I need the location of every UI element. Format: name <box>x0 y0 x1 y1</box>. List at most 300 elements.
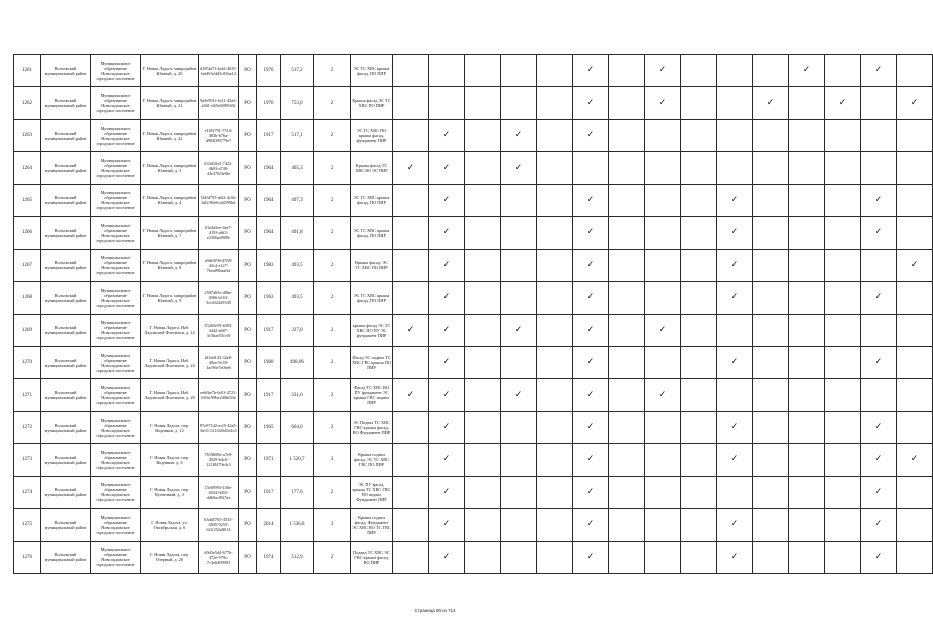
work-cell <box>861 346 897 378</box>
work-cell <box>465 249 501 281</box>
guid-cell: 63dd5765-4535-4845-9255-bf1f252a8014 <box>199 509 239 541</box>
work-cell <box>537 249 573 281</box>
work-cell <box>753 249 789 281</box>
checkmark-icon: ✓ <box>910 97 919 108</box>
checkmark-icon: ✓ <box>586 65 595 76</box>
work-cell <box>753 411 789 443</box>
work-cell <box>465 119 501 151</box>
checkmark-icon: ✓ <box>586 551 595 562</box>
work-cell <box>537 119 573 151</box>
checkmark-icon: ✓ <box>730 357 739 368</box>
row-id: 1272 <box>14 411 41 443</box>
work-cell <box>861 249 897 281</box>
work-cell <box>681 282 717 314</box>
works-cell: Фасад ЭС подвал ТС ХВС ГВС крыша ПО ПИР <box>351 346 393 378</box>
address-cell: Г. Новая Ладога, пер. Водников, д. 12 <box>141 411 199 443</box>
work-cell <box>645 444 681 476</box>
address-cell: Г. Новая Ладога, пер. Кузнечный, д. 3 <box>141 476 199 508</box>
year-cell: 1917 <box>257 476 281 508</box>
area-cell: 517,2 <box>281 55 314 87</box>
work-cell <box>789 541 825 573</box>
checkmark-icon: ✓ <box>874 194 883 205</box>
district-cell: Волховский муниципальный район <box>41 217 91 249</box>
district-cell: Волховский муниципальный район <box>41 152 91 184</box>
address-cell: Г. Новая Ладога, микрорайон Южный, д. 3 <box>141 152 199 184</box>
row-id: 1268 <box>14 282 41 314</box>
work-cell <box>861 55 897 87</box>
work-cell <box>501 411 537 443</box>
work-cell <box>501 476 537 508</box>
works-cell: ЭС Подвал ТС ХВС ГВС крыша фасад, ВО Фундамент ПИР <box>351 411 393 443</box>
work-cell <box>789 87 825 119</box>
work-cell <box>897 346 933 378</box>
data-table <box>13 54 933 574</box>
work-cell <box>825 509 861 541</box>
work-cell <box>573 346 609 378</box>
settlement-cell: Муниципальное образование Новоладожское городское поселение <box>91 249 141 281</box>
work-cell <box>537 541 573 573</box>
work-cell <box>789 249 825 281</box>
checkmark-icon: ✓ <box>514 162 523 173</box>
work-cell <box>573 379 609 411</box>
works-cell: ЭС ТС ХВС ПО крыша фасад, фундамент ПИР <box>351 119 393 151</box>
work-cell <box>537 282 573 314</box>
guid-cell: d185fa73-fa2d-4635-bdd0-bf4d5c83ba14 <box>199 55 239 87</box>
checkmark-icon: ✓ <box>586 130 595 141</box>
work-cell <box>645 411 681 443</box>
form-cell: РО <box>239 476 257 508</box>
work-cell <box>465 541 501 573</box>
work-cell <box>429 314 465 346</box>
work-cell <box>393 152 429 184</box>
area-cell: 327,0 <box>281 314 314 346</box>
checkmark-icon: ✓ <box>730 194 739 205</box>
work-cell <box>897 282 933 314</box>
checkmark-icon: ✓ <box>802 65 811 76</box>
work-cell <box>861 119 897 151</box>
work-cell <box>861 152 897 184</box>
work-cell <box>465 379 501 411</box>
year-cell: 1917 <box>257 119 281 151</box>
checkmark-icon: ✓ <box>658 389 667 400</box>
work-cell <box>609 411 645 443</box>
work-cell <box>645 87 681 119</box>
area-cell: 331,6 <box>281 379 314 411</box>
district-cell: Волховский муниципальный район <box>41 119 91 151</box>
work-cell <box>537 476 573 508</box>
row-id: 1273 <box>14 444 41 476</box>
work-cell <box>465 346 501 378</box>
work-cell <box>429 411 465 443</box>
work-cell <box>429 152 465 184</box>
work-cell <box>537 379 573 411</box>
area-cell: 753,0 <box>281 87 314 119</box>
count-cell: 2 <box>314 249 351 281</box>
work-cell <box>429 249 465 281</box>
checkmark-icon: ✓ <box>586 486 595 497</box>
form-cell: РО <box>239 119 257 151</box>
area-cell: 1 520,7 <box>281 444 314 476</box>
work-cell <box>501 346 537 378</box>
work-cell <box>393 379 429 411</box>
work-cell <box>789 509 825 541</box>
work-cell <box>645 119 681 151</box>
checkmark-icon: ✓ <box>874 292 883 303</box>
count-cell: 2 <box>314 541 351 573</box>
work-cell <box>645 476 681 508</box>
checkmark-icon: ✓ <box>874 227 883 238</box>
work-cell <box>537 411 573 443</box>
checkmark-icon: ✓ <box>442 551 451 562</box>
settlement-cell: Муниципальное образование Новоладожское городское поселение <box>91 379 141 411</box>
work-cell <box>897 444 933 476</box>
checkmark-icon: ✓ <box>586 227 595 238</box>
table-row <box>14 152 933 184</box>
district-cell: Волховский муниципальный район <box>41 87 91 119</box>
work-cell <box>753 444 789 476</box>
checkmark-icon: ✓ <box>910 259 919 270</box>
works-cell: крыша фасад ЭС ТС ХВС ПО ПУ ЭС фундамент ПИР <box>351 314 393 346</box>
district-cell: Волховский муниципальный район <box>41 314 91 346</box>
work-cell <box>465 476 501 508</box>
work-cell <box>429 184 465 216</box>
form-cell: РО <box>239 444 257 476</box>
work-cell <box>393 55 429 87</box>
work-cell <box>465 87 501 119</box>
settlement-cell: Муниципальное образование Новоладожское городское поселение <box>91 314 141 346</box>
year-cell: 1974 <box>257 541 281 573</box>
work-cell <box>429 217 465 249</box>
count-cell: 2 <box>314 217 351 249</box>
count-cell: 2 <box>314 346 351 378</box>
checkmark-icon: ✓ <box>730 519 739 530</box>
work-cell <box>753 282 789 314</box>
work-cell <box>573 509 609 541</box>
checkmark-icon: ✓ <box>586 357 595 368</box>
count-cell: 2 <box>314 55 351 87</box>
work-cell <box>573 476 609 508</box>
table-row <box>14 509 933 541</box>
year-cell: 1970 <box>257 55 281 87</box>
work-cell <box>753 314 789 346</box>
work-cell <box>465 152 501 184</box>
work-cell <box>789 119 825 151</box>
form-cell: РО <box>239 184 257 216</box>
checkmark-icon: ✓ <box>406 324 415 335</box>
checkmark-icon: ✓ <box>874 486 883 497</box>
form-cell: РО <box>239 346 257 378</box>
work-cell <box>825 217 861 249</box>
work-cell <box>897 249 933 281</box>
checkmark-icon: ✓ <box>730 227 739 238</box>
checkmark-icon: ✓ <box>730 422 739 433</box>
count-cell: 2 <box>314 152 351 184</box>
work-cell <box>501 217 537 249</box>
settlement-cell: Муниципальное образование Новоладожское городское поселение <box>91 509 141 541</box>
work-cell <box>429 541 465 573</box>
work-cell <box>861 379 897 411</box>
work-cell <box>753 379 789 411</box>
work-cell <box>537 184 573 216</box>
address-cell: Г. Новая Ладога, микрорайон Южный, д. 9 <box>141 282 199 314</box>
checkmark-icon: ✓ <box>406 389 415 400</box>
table-row <box>14 119 933 151</box>
work-cell <box>753 87 789 119</box>
address-cell: Г. Новая Ладога, микрорайон Южный, д. 22 <box>141 119 199 151</box>
row-id: 1264 <box>14 152 41 184</box>
district-cell: Волховский муниципальный район <box>41 184 91 216</box>
checkmark-icon: ✓ <box>514 130 523 141</box>
checkmark-icon: ✓ <box>586 519 595 530</box>
work-cell <box>501 314 537 346</box>
checkmark-icon: ✓ <box>658 97 667 108</box>
work-cell <box>429 444 465 476</box>
settlement-cell: Муниципальное образование Новоладожское городское поселение <box>91 411 141 443</box>
work-cell <box>645 314 681 346</box>
work-cell <box>645 282 681 314</box>
work-cell <box>825 411 861 443</box>
work-cell <box>861 314 897 346</box>
work-cell <box>465 217 501 249</box>
work-cell <box>789 379 825 411</box>
checkmark-icon: ✓ <box>442 422 451 433</box>
work-cell <box>681 476 717 508</box>
work-cell <box>537 509 573 541</box>
checkmark-icon: ✓ <box>586 324 595 335</box>
form-cell: РО <box>239 379 257 411</box>
checkmark-icon: ✓ <box>766 97 775 108</box>
settlement-cell: Муниципальное образование Новоладожское городское поселение <box>91 444 141 476</box>
work-cell <box>789 152 825 184</box>
work-cell <box>825 379 861 411</box>
year-cell: 1964 <box>257 152 281 184</box>
checkmark-icon: ✓ <box>910 454 919 465</box>
work-cell <box>429 55 465 87</box>
work-cell <box>501 282 537 314</box>
settlement-cell: Муниципальное образование Новоладожское городское поселение <box>91 541 141 573</box>
row-id: 1274 <box>14 476 41 508</box>
district-cell: Волховский муниципальный район <box>41 509 91 541</box>
work-cell <box>573 55 609 87</box>
work-cell <box>825 119 861 151</box>
checkmark-icon: ✓ <box>586 259 595 270</box>
guid-cell: 633d10e5-7422-4b93-a748-43e376f3e9fe <box>199 152 239 184</box>
work-cell <box>393 346 429 378</box>
work-cell <box>501 541 537 573</box>
checkmark-icon: ✓ <box>874 357 883 368</box>
work-cell <box>645 152 681 184</box>
area-cell: 497,3 <box>281 184 314 216</box>
works-cell: ЭС ПУ фасад, крыша ТС ХВС ГВС ПО подвал Фундамент ПИР <box>351 476 393 508</box>
work-cell <box>393 541 429 573</box>
count-cell: 2 <box>314 184 351 216</box>
guid-cell: 5f4fd755-a6f2-4c9a-bff2-80e6cd4599bd <box>199 184 239 216</box>
settlement-cell: Муниципальное образование Новоладожское городское поселение <box>91 87 141 119</box>
work-cell <box>897 411 933 443</box>
checkmark-icon: ✓ <box>874 454 883 465</box>
work-cell <box>429 87 465 119</box>
work-cell <box>393 282 429 314</box>
work-cell <box>825 152 861 184</box>
work-cell <box>681 119 717 151</box>
table-row <box>14 249 933 281</box>
settlement-cell: Муниципальное образование Новоладожское городское поселение <box>91 55 141 87</box>
address-cell: Г. Новая Ладога, Наб. Ладожской Флотилии, д. 24 <box>141 346 199 378</box>
year-cell: 1963 <box>257 282 281 314</box>
work-cell <box>681 249 717 281</box>
area-cell: 491,8 <box>281 217 314 249</box>
work-cell <box>717 184 753 216</box>
work-cell <box>393 314 429 346</box>
work-cell <box>861 411 897 443</box>
form-cell: РО <box>239 217 257 249</box>
work-cell <box>681 411 717 443</box>
works-cell: Крыша фасад, ЭС ТС ХВС ПО ПИР <box>351 249 393 281</box>
checkmark-icon: ✓ <box>442 194 451 205</box>
work-cell <box>825 541 861 573</box>
checkmark-icon: ✓ <box>586 389 595 400</box>
work-cell <box>753 346 789 378</box>
area-cell: 512,9 <box>281 541 314 573</box>
district-cell: Волховский муниципальный район <box>41 249 91 281</box>
checkmark-icon: ✓ <box>874 65 883 76</box>
work-cell <box>609 444 645 476</box>
work-cell <box>465 411 501 443</box>
work-cell <box>537 87 573 119</box>
work-cell <box>681 217 717 249</box>
work-cell <box>789 476 825 508</box>
address-cell: Г. Новая Ладога, микрорайон Южный, д. 20 <box>141 55 199 87</box>
work-cell <box>681 541 717 573</box>
works-cell: Фасад ТС ХВС ВО ПУ фундамент ЭС крыша ГВС подвал ПИР <box>351 379 393 411</box>
work-cell <box>861 509 897 541</box>
work-cell <box>897 152 933 184</box>
work-cell <box>645 249 681 281</box>
guid-cell: 15ef8993-430e-4034-9455-ddb9ac85f5ce <box>199 476 239 508</box>
guid-cell: 35265e59-b583-4442-a687-3c5bae55fc0f <box>199 314 239 346</box>
work-cell <box>501 152 537 184</box>
work-cell <box>429 379 465 411</box>
work-cell <box>609 379 645 411</box>
work-cell <box>897 87 933 119</box>
work-cell <box>717 314 753 346</box>
work-cell <box>645 217 681 249</box>
address-cell: Г. Новая Ладога, ул. Октябрьская, д. 6 <box>141 509 199 541</box>
checkmark-icon: ✓ <box>730 259 739 270</box>
work-cell <box>861 476 897 508</box>
guid-cell: 2587a65e-d0be-4966-b163-5cfd32429549 <box>199 282 239 314</box>
count-cell: 3 <box>314 509 351 541</box>
guid-cell: 87e971d2-ecf5-42a5-8ec6-121f326d5e4c5 <box>199 411 239 443</box>
count-cell: 2 <box>314 119 351 151</box>
work-cell <box>465 444 501 476</box>
work-cell <box>861 541 897 573</box>
form-cell: РО <box>239 282 257 314</box>
work-cell <box>573 314 609 346</box>
work-cell <box>393 119 429 151</box>
checkmark-icon: ✓ <box>658 324 667 335</box>
checkmark-icon: ✓ <box>838 97 847 108</box>
checkmark-icon: ✓ <box>658 65 667 76</box>
work-cell <box>681 509 717 541</box>
checkmark-icon: ✓ <box>514 324 523 335</box>
work-cell <box>537 55 573 87</box>
work-cell <box>645 346 681 378</box>
work-cell <box>717 152 753 184</box>
address-cell: Г. Новая Ладога, Наб. Ладожской Флотилии, д. 28 <box>141 379 199 411</box>
year-cell: 1971 <box>257 444 281 476</box>
district-cell: Волховский муниципальный район <box>41 346 91 378</box>
work-cell <box>501 509 537 541</box>
row-id: 1270 <box>14 346 41 378</box>
work-cell <box>645 541 681 573</box>
row-id: 1262 <box>14 87 41 119</box>
table-row <box>14 476 933 508</box>
checkmark-icon: ✓ <box>442 389 451 400</box>
work-cell <box>897 217 933 249</box>
work-cell <box>789 444 825 476</box>
work-cell <box>753 184 789 216</box>
count-cell: 3 <box>314 444 351 476</box>
work-cell <box>645 55 681 87</box>
checkmark-icon: ✓ <box>730 292 739 303</box>
work-cell <box>789 314 825 346</box>
checkmark-icon: ✓ <box>730 454 739 465</box>
checkmark-icon: ✓ <box>586 97 595 108</box>
work-cell <box>897 119 933 151</box>
work-cell <box>681 55 717 87</box>
count-cell: 2 <box>314 411 351 443</box>
work-cell <box>717 55 753 87</box>
work-cell <box>861 217 897 249</box>
work-cell <box>609 184 645 216</box>
work-cell <box>537 314 573 346</box>
work-cell <box>717 444 753 476</box>
work-cell <box>753 152 789 184</box>
page-footer: Страница 90 из 714 <box>414 608 456 613</box>
work-cell <box>429 346 465 378</box>
works-cell: ЭС ТС ХВС крыша фасад, ПО ПИР <box>351 282 393 314</box>
work-cell <box>717 282 753 314</box>
settlement-cell: Муниципальное образование Новоладожское городское поселение <box>91 184 141 216</box>
area-cell: 493,5 <box>281 249 314 281</box>
district-cell: Волховский муниципальный район <box>41 379 91 411</box>
work-cell <box>501 55 537 87</box>
work-cell <box>645 509 681 541</box>
guid-cell: 7619b88e-a7e9-4029-b4c6-121f8479e4c3 <box>199 444 239 476</box>
checkmark-icon: ✓ <box>874 519 883 530</box>
address-cell: Г. Новая Ладога, пер. Озерный, д. 20 <box>141 541 199 573</box>
year-cell: 1917 <box>257 379 281 411</box>
settlement-cell: Муниципальное образование Новоладожское городское поселение <box>91 152 141 184</box>
count-cell: 2 <box>314 476 351 508</box>
checkmark-icon: ✓ <box>442 227 451 238</box>
form-cell: РО <box>239 249 257 281</box>
work-cell <box>681 314 717 346</box>
work-cell <box>681 184 717 216</box>
table-row <box>14 55 933 87</box>
row-id: 1267 <box>14 249 41 281</box>
work-cell <box>861 87 897 119</box>
work-cell <box>717 509 753 541</box>
work-cell <box>501 184 537 216</box>
work-cell <box>681 87 717 119</box>
works-cell: ЭС ТС ХВС крыша фасад, ПО ПИР <box>351 217 393 249</box>
work-cell <box>573 411 609 443</box>
work-cell <box>393 249 429 281</box>
year-cell: 1983 <box>257 249 281 281</box>
area-cell: 493,5 <box>281 282 314 314</box>
